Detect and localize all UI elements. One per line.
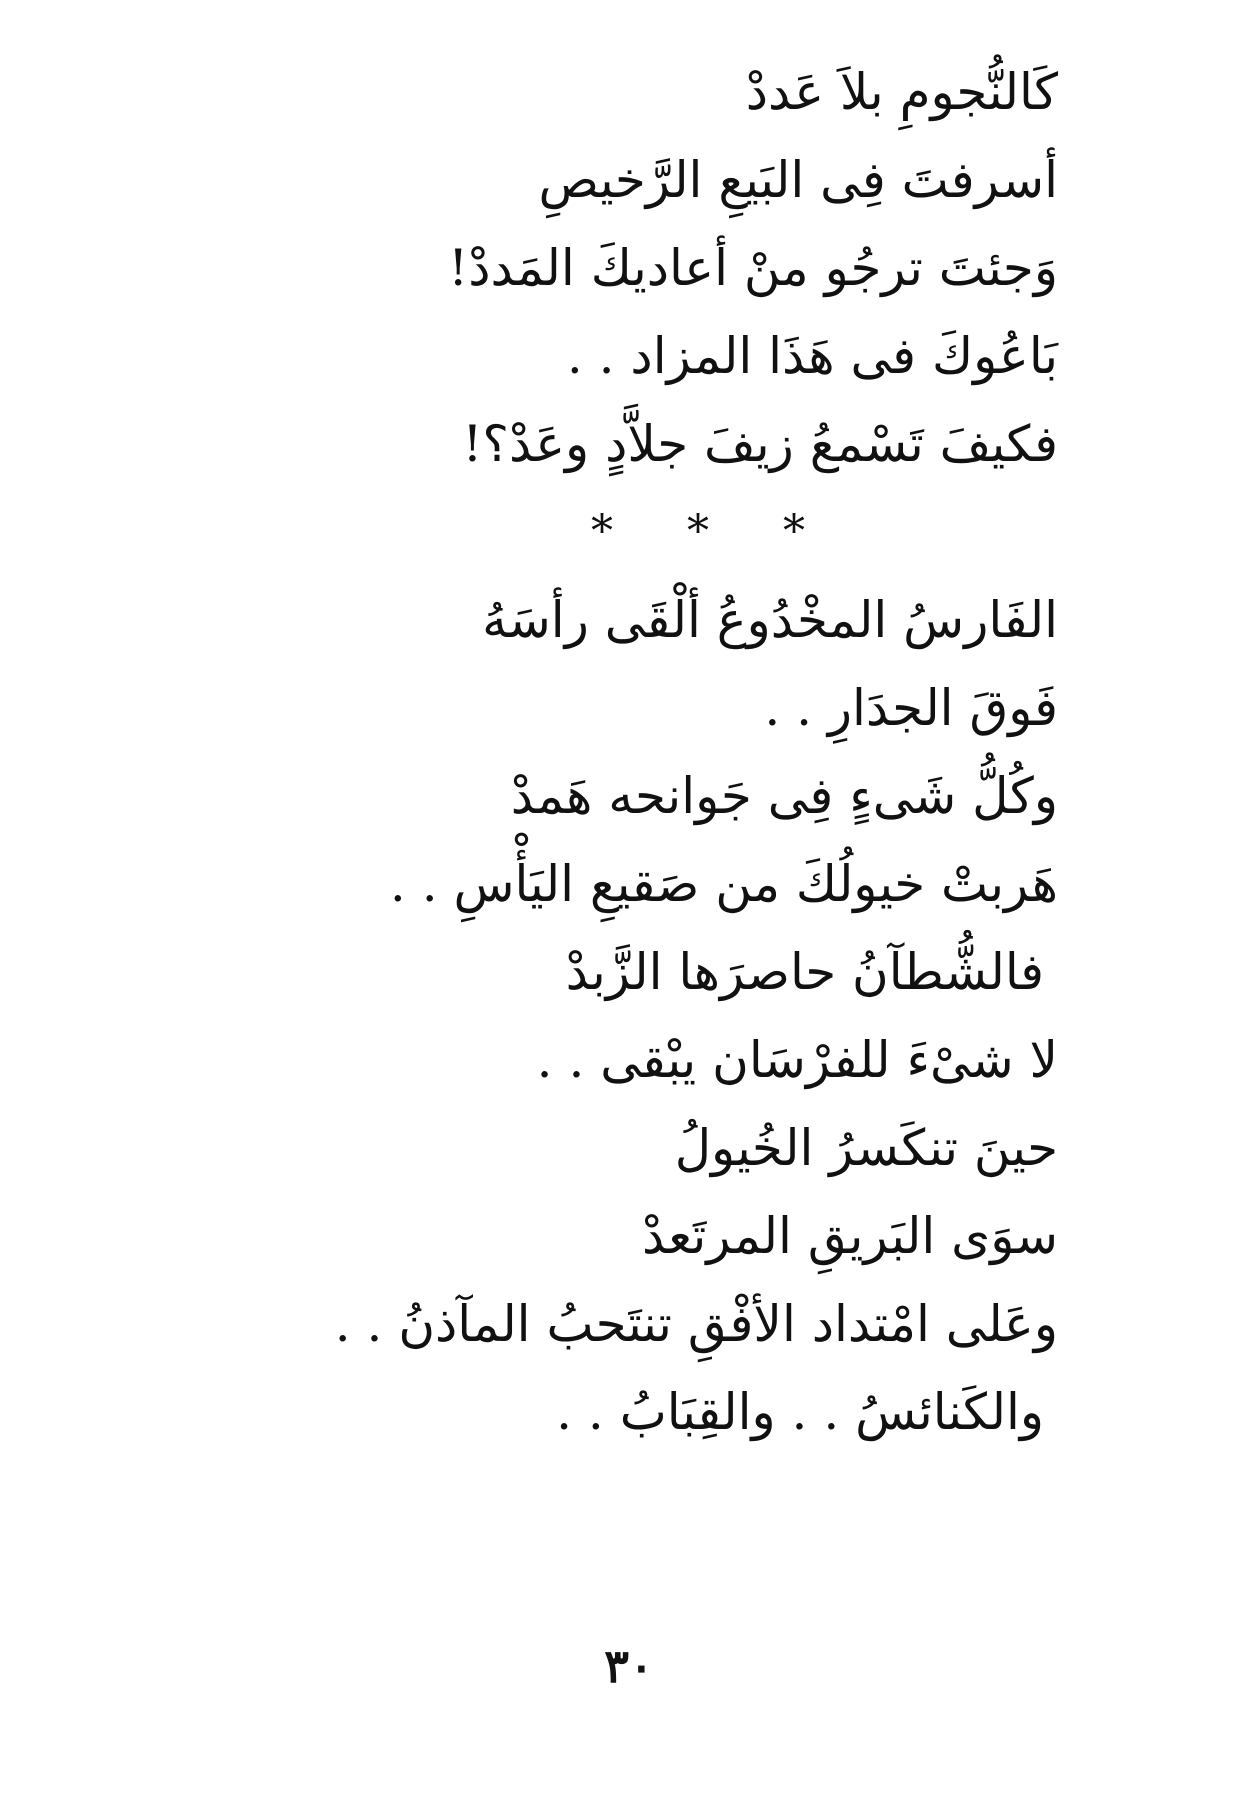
section-separator: * * *	[591, 506, 835, 557]
poem-line: أسرفتَ فِى البَيعِ الرَّخيصِ	[538, 151, 1058, 209]
poem-line: لا شىْءَ للفرْسَان يبْقى . .	[536, 1031, 1058, 1089]
poem-line: سوَى البَريقِ المرتَعدْ	[642, 1207, 1058, 1265]
poem-line: الفَارسُ المخْدُوعُ ألْقَى رأسَهُ	[482, 591, 1058, 649]
poem-line: حينَ تنكَسرُ الخُيولُ	[674, 1119, 1058, 1177]
poem-line: بَاعُوكَ فى هَذَا المزاد . .	[566, 327, 1058, 385]
poem-line: فكيفَ تَسْمعُ زيفَ جلاَّدٍ وعَدْ؟!	[462, 415, 1058, 473]
page-number: ٣٠	[604, 1639, 654, 1693]
poem-line: وكُلُّ شَىءٍ فِى جَوانحه هَمدْ	[510, 767, 1058, 825]
poem-text	[334, 62, 1058, 1470]
poem-line: هَربتْ خيولُكَ من صَقيعِ اليَأْسِ . .	[389, 855, 1058, 913]
poem-line: وعَلى امْتداد الأفْقِ تنتَحبُ المآذنُ . .	[334, 1295, 1058, 1353]
poem-line: كَالنُّجومِ بلاَ عَددْ	[745, 63, 1058, 121]
poem-line: فالشُّطآنُ حاصرَها الزَّبدْ	[565, 943, 1044, 1001]
poem-line: فَوقَ الجدَارِ . .	[764, 679, 1058, 737]
poem-line: والكَنائسُ . . والقِبَابُ . .	[556, 1383, 1044, 1441]
poem-line: وَجئتَ ترجُو منْ أعاديكَ المَددْ!	[448, 239, 1058, 297]
